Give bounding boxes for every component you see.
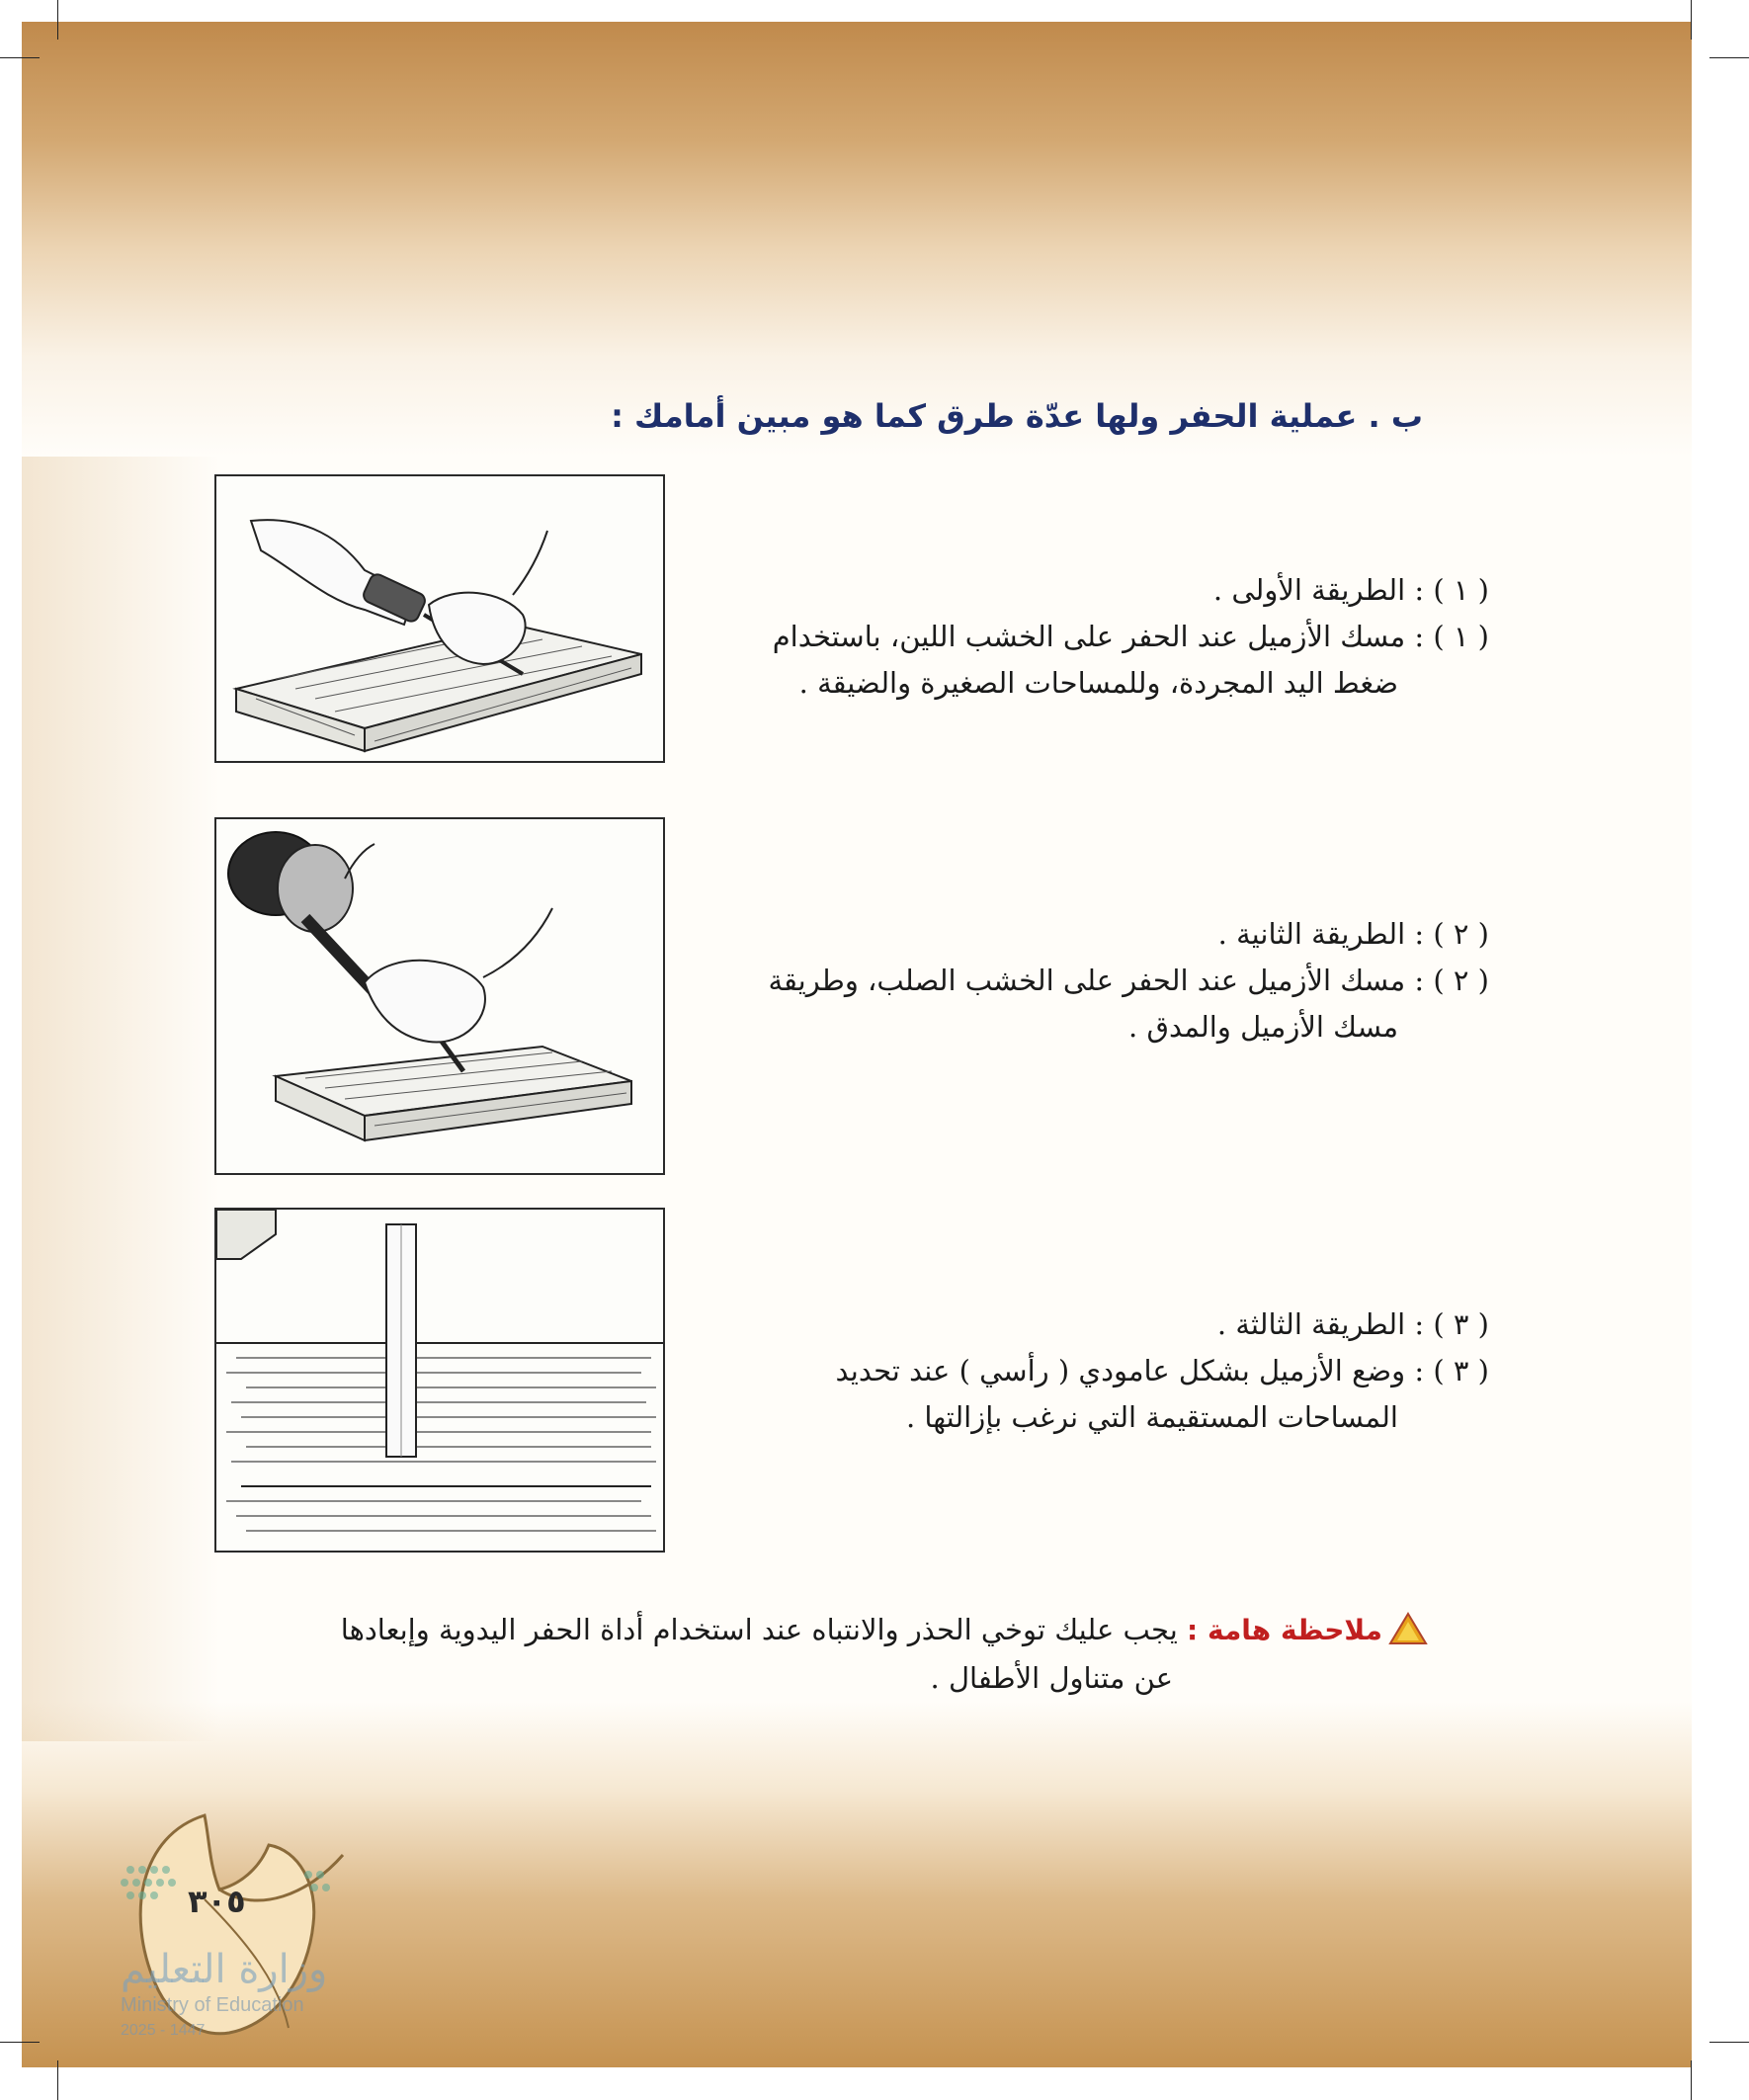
ministry-year: 2025 - 1447 (121, 2022, 206, 2039)
vertical-chisel-illustration (216, 1210, 663, 1551)
chisel-mallet-illustration (216, 819, 663, 1173)
crop-mark (0, 57, 40, 58)
method-1-line2: ( ١ ) : مسك الأزميل عند الحفر على الخشب اللين، باستخدام (772, 620, 1489, 653)
figure-method-2 (214, 817, 665, 1175)
method-2-line2: ( ٢ ) : مسك الأزميل عند الحفر على الخشب الصلب، وطريقة (768, 964, 1489, 997)
important-note (341, 1606, 1428, 1702)
note-line1: يجب عليك توخي الحذر والانتباه عند استخدام أداة الحفر اليدوية وإبعادها (340, 1613, 1188, 1646)
method-2-line3: مسك الأزميل والمدق . (1128, 1010, 1398, 1044)
page-number: ٣٠٥ (188, 1883, 246, 1920)
method-3-line2: ( ٣ ) : وضع الأزميل بشكل عامودي ( رأسي ) عند تحديد (835, 1354, 1489, 1387)
method-2-text (768, 911, 1489, 1050)
section-heading: ب . عملية الحفر ولها عدّة طرق كما هو مبين أمامك : (611, 397, 1423, 435)
warning-icon (1388, 1612, 1428, 1645)
figure-method-1 (214, 474, 665, 763)
crop-mark (1709, 57, 1749, 58)
figure-method-3 (214, 1208, 665, 1553)
method-1-line3: ضغط اليد المجردة، وللمساحات الصغيرة والضيقة . (798, 666, 1398, 700)
method-1-title: ( ١ ) : الطريقة الأولى . (1212, 573, 1489, 607)
ministry-name-ar: وزارة التعليم (121, 1947, 328, 1992)
page (22, 22, 1692, 2067)
crop-mark (1691, 2060, 1692, 2100)
method-1-text (773, 567, 1489, 707)
crop-mark (1709, 2042, 1749, 2043)
ministry-name-en: Ministry of Education (121, 1994, 304, 2016)
chisel-hand-press-illustration (216, 476, 663, 761)
crop-mark (0, 2042, 40, 2043)
note-line2: عن متناول الأطفال . (930, 1661, 1173, 1695)
crop-mark (57, 0, 58, 40)
method-3-line3: المساحات المستقيمة التي نرغب بإزالتها . (905, 1400, 1398, 1434)
crop-mark (57, 2060, 58, 2100)
method-2-title: ( ٢ ) : الطريقة الثانية . (1217, 917, 1489, 951)
method-3-title: ( ٣ ) : الطريقة الثالثة . (1216, 1307, 1489, 1341)
method-3-text (836, 1302, 1489, 1441)
decorative-strip (22, 457, 219, 1741)
note-label: ملاحظة هامة : (1187, 1614, 1382, 1646)
crop-mark (1691, 0, 1692, 40)
